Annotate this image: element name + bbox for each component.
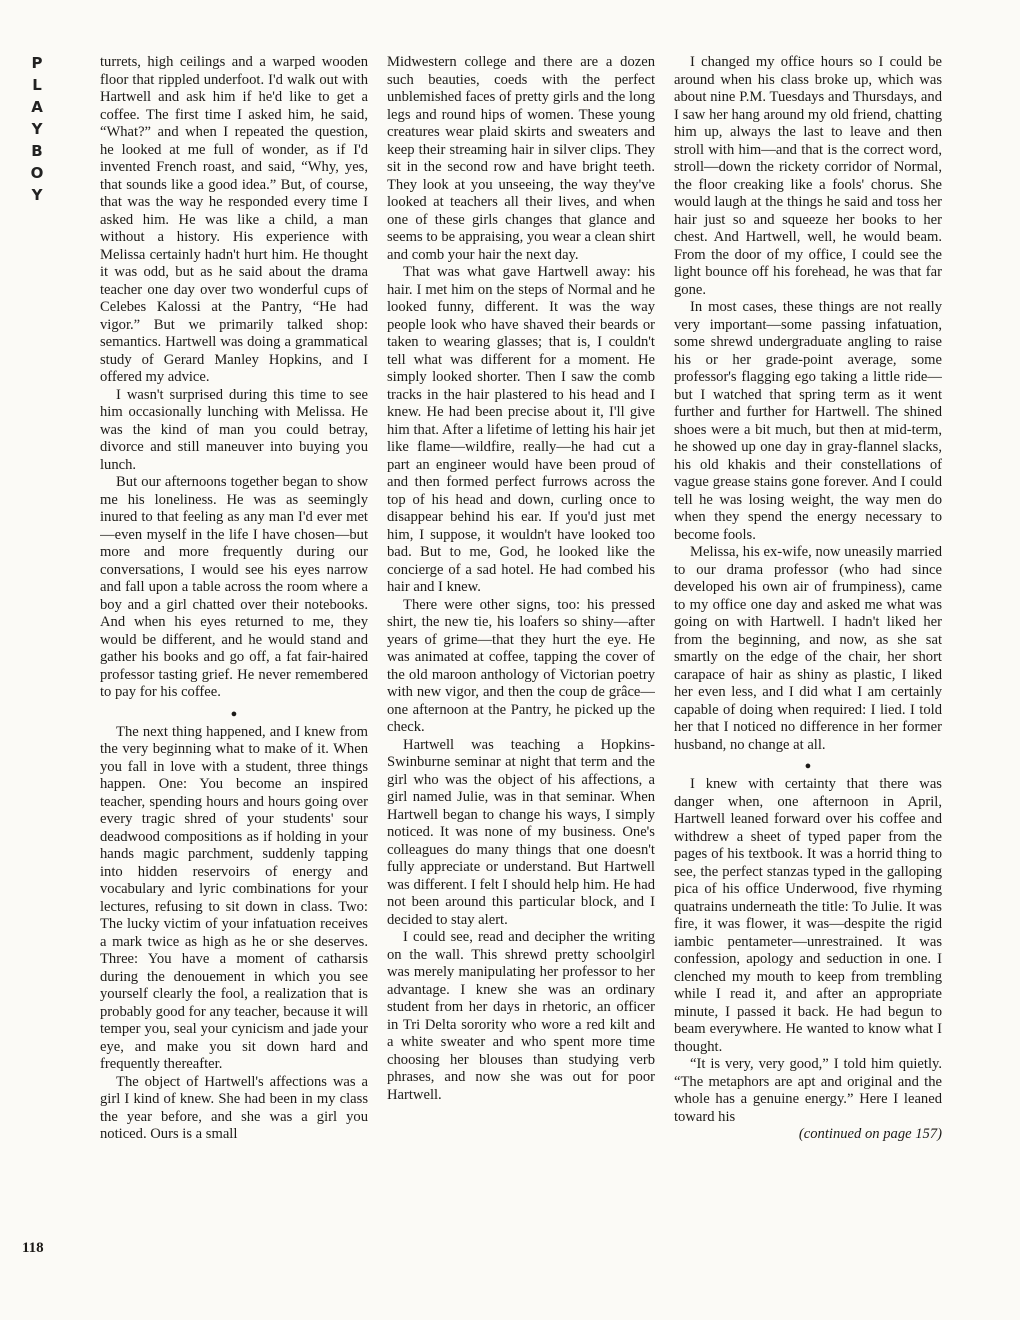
section-break-bullet: ● [804, 760, 812, 772]
paragraph: I could see, read and decipher the writing on the wall. This shrewd pretty schoolgirl was merely manipulating her professor to her advantage. I knew she was an ordinary student from her days in rhetoric, an officer in Tri Delta sorority who wore a red kilt and a white sweater and who spent more time choosing her blouses than studying verb phrases, and now she was out for poor Hartwell. [387, 929, 655, 1103]
paragraph: There were other signs, too: his pressed shirt, the new tie, his loafers so shiny—after years of grime—that they hurt the eye. He was animated at coffee, tapping the cover of the old maroon anthology of Victorian poetry with new vigor, and then the coup de grâce—one afternoon at the Pantry, he picked up the check. [387, 596, 655, 735]
paragraph: But our afternoons together began to show me his loneliness. He was as seemingly inured to that feeling as any man I'd ever met—even myself in the life I have chosen—but more and more frequently during our conversations, I would see his eyes narrow and fall upon a table across the room where a boy and a girl chatted over their notebooks. And when his eyes returned to me, they would be different, and he would stand and gather his books and go off, a fat fair-haired professor tasting grief. He never remembered to pay for his coffee. [100, 474, 368, 700]
running-head-letter: A [31, 98, 43, 116]
running-head-letter: Y [31, 120, 43, 138]
running-head-letter: B [31, 142, 43, 160]
paragraph: The next thing happened, and I knew from the very beginning what to make of it. When you fall in love with a student, three things happen. One: You become an inspired teacher, spending hours and hours going over every tragic shred of your students' sour deadwood compositions as if holding in your hands magic parchment, suddenly tapping into hidden reservoirs of energy and vocabulary and lyric combinations for your lectures, refusing to sit down in class. Two: The lucky victim of your infatuation receives a mark twice as high as he or she deserves. Three: You have a moment of catharsis during the denouement in which you see yourself clearly the fool, a realization that is probably good for any teacher, because it will temper you, seal your cynicism and jade your eye, and make you sit down hard and frequently thereafter. [100, 723, 368, 1072]
paragraph: The object of Hartwell's affections was a girl I kind of knew. She had been in my class the year before, and she was a girl you noticed. Ours is a small [100, 1073, 368, 1142]
paragraph: I knew with certainty that there was danger when, one afternoon in April, Hartwell leaned forward over his coffee and withdrew a sheet of typed paper from the pages of his textbook. It was a horrid thing to see, the perfect stanzas typed in the galloping pica of his office Underwood, five rhyming quatrains underneath the title: To Julie. It was fire, it was flower, it was—despite the rigid iambic pentameter—unrestrained. It was confession, apology and seduction in one. I clenched my mouth to keep from trembling while I read it, and after an appropriate minute, I passed it back. He had begun to beam everywhere. He wanted to know what I thought. [674, 776, 942, 1055]
text-column-1 [100, 54, 368, 1264]
paragraph: “It is very, very good,” I told him quietly. “The metaphors are apt and original and the whole has a genuine energy.” Here I leaned toward his [674, 1056, 942, 1125]
running-head-letter: O [30, 164, 44, 182]
running-head-letter: Y [31, 186, 43, 204]
continued-on-note: (continued on page 157) [798, 1126, 942, 1142]
running-head-letter: P [31, 54, 43, 72]
paragraph: In most cases, these things are not really very important—some passing infatuation, some shrewd undergraduate angling to raise his or her grade-point average, some professor's flagging ego taking a little ride—but I watched that spring term as it went further and further for Hartwell. The shined shoes were a bit much, but then at mid-term, he showed up one day in gray-flannel slacks, his old khakis and their constellations of vague grease stains gone forever. And I could tell he was losing weight, the way men do when they spend the energy necessary to become fools. [674, 299, 942, 543]
paragraph: Hartwell was teaching a Hopkins-Swinburne seminar at night that term and the girl who was the object of his affections, a girl named Julie, was in that seminar. When Hartwell began to change his ways, I simply noticed. It was none of my business. One's colleagues do many things that one doesn't fully appreciate or understand. But Hartwell was different. I felt I should help him. He had not been around this particular block, and I decided to stay alert. [387, 736, 655, 928]
page-number: 118 [22, 1240, 44, 1256]
paragraph: Melissa, his ex-wife, now uneasily married to our drama professor (who had since developed his own air of frumpiness), came to my office one day and asked me what was going on with Hartwell. I hadn't liked her from the beginning, and now, as she sat smartly on the edge of the chair, her short carapace of hair as shiny as plastic, I liked her even less, and I did what I am certainly capable of doing when required: I lied. I told her that I noticed no difference in her former husband, no change at all. [674, 544, 942, 753]
text-column-2 [387, 54, 655, 1264]
text-column-3 [674, 54, 942, 1264]
paragraph: turrets, high ceilings and a warped wooden floor that rippled underfoot. I'd walk out with Hartwell and ask him if he'd like to get a coffee. The first time I asked him, he said, “What?” and when I repeated the question, he looked at me full of wonder, as if I'd invented French roast, and said, “Why, yes, that sounds like a good idea.” But, of course, that was the way he responded every time I asked him. He was like a child, a man without a history. His experience with Melissa certainly hadn't hurt him. He thought it was odd, but as he said about the drama teacher one day over two wonderful cups of Celebes Kalossi at the Pantry, “He had vigor.” But we primarily talked shop: semantics. Hartwell was doing a grammatical study of Gerard Manley Hopkins, and I offered my advice. [100, 54, 368, 385]
running-head-letter: L [32, 76, 42, 94]
paragraph: I changed my office hours so I could be around when his class broke up, which was about nine P.M. Tuesdays and Thursdays, and I saw her hang around my old friend, chatting him up, always the last to leave and then stroll with him—and that is the correct word, stroll—down the rickety corridor of Normal, the floor creaking like a fools' chorus. She would laugh at the things he said and toss her hair just so and squeeze her books to her chest. And Hartwell, well, he would beam. From the door of my office, I could see the light bounce off his forehead, he was that far gone. [674, 54, 942, 298]
magazine-running-head [22, 52, 52, 206]
paragraph: Midwestern college and there are a dozen such beauties, coeds with the perfect unblemished faces of pretty girls and the long legs and round hips of women. These young creatures wear plaid skirts and sweaters and keep their streaming hair in silver clips. They sit in the second row and have bright teeth. They look at you unseeing, the way they've looked at teachers all their lives, and when one of these girls changes that glance and seems to be appraising, you wear a clean shirt and comb your hair the next day. [387, 54, 655, 263]
paragraph: That was what gave Hartwell away: his hair. I met him on the steps of Normal and he looked funny, different. It was the way people look who have shaved their beards or taken to wearing glasses; that is, I couldn't tell what was different for a moment. He simply looked shorter. Then I saw the comb tracks in the hair plastered to his head and I knew. He had been precise about it, I'll give him that. After a lifetime of letting his hair jet like flame—wildfire, really—he had cut a part an engineer would have been proud of and then formed perfect furrows across the top of his head and down, curling once to disappear behind his ear. If you'd just met him, I suppose, it wouldn't have looked too bad. But to me, God, he looked like the concierge of a sad hotel. He had combed his hair and I knew. [387, 264, 655, 595]
section-break-bullet: ● [230, 707, 238, 720]
paragraph: I wasn't surprised during this time to see him occasionally lunching with Melissa. He was the kind of man you could betray, divorce and still maneuver into buying you lunch. [100, 386, 368, 473]
